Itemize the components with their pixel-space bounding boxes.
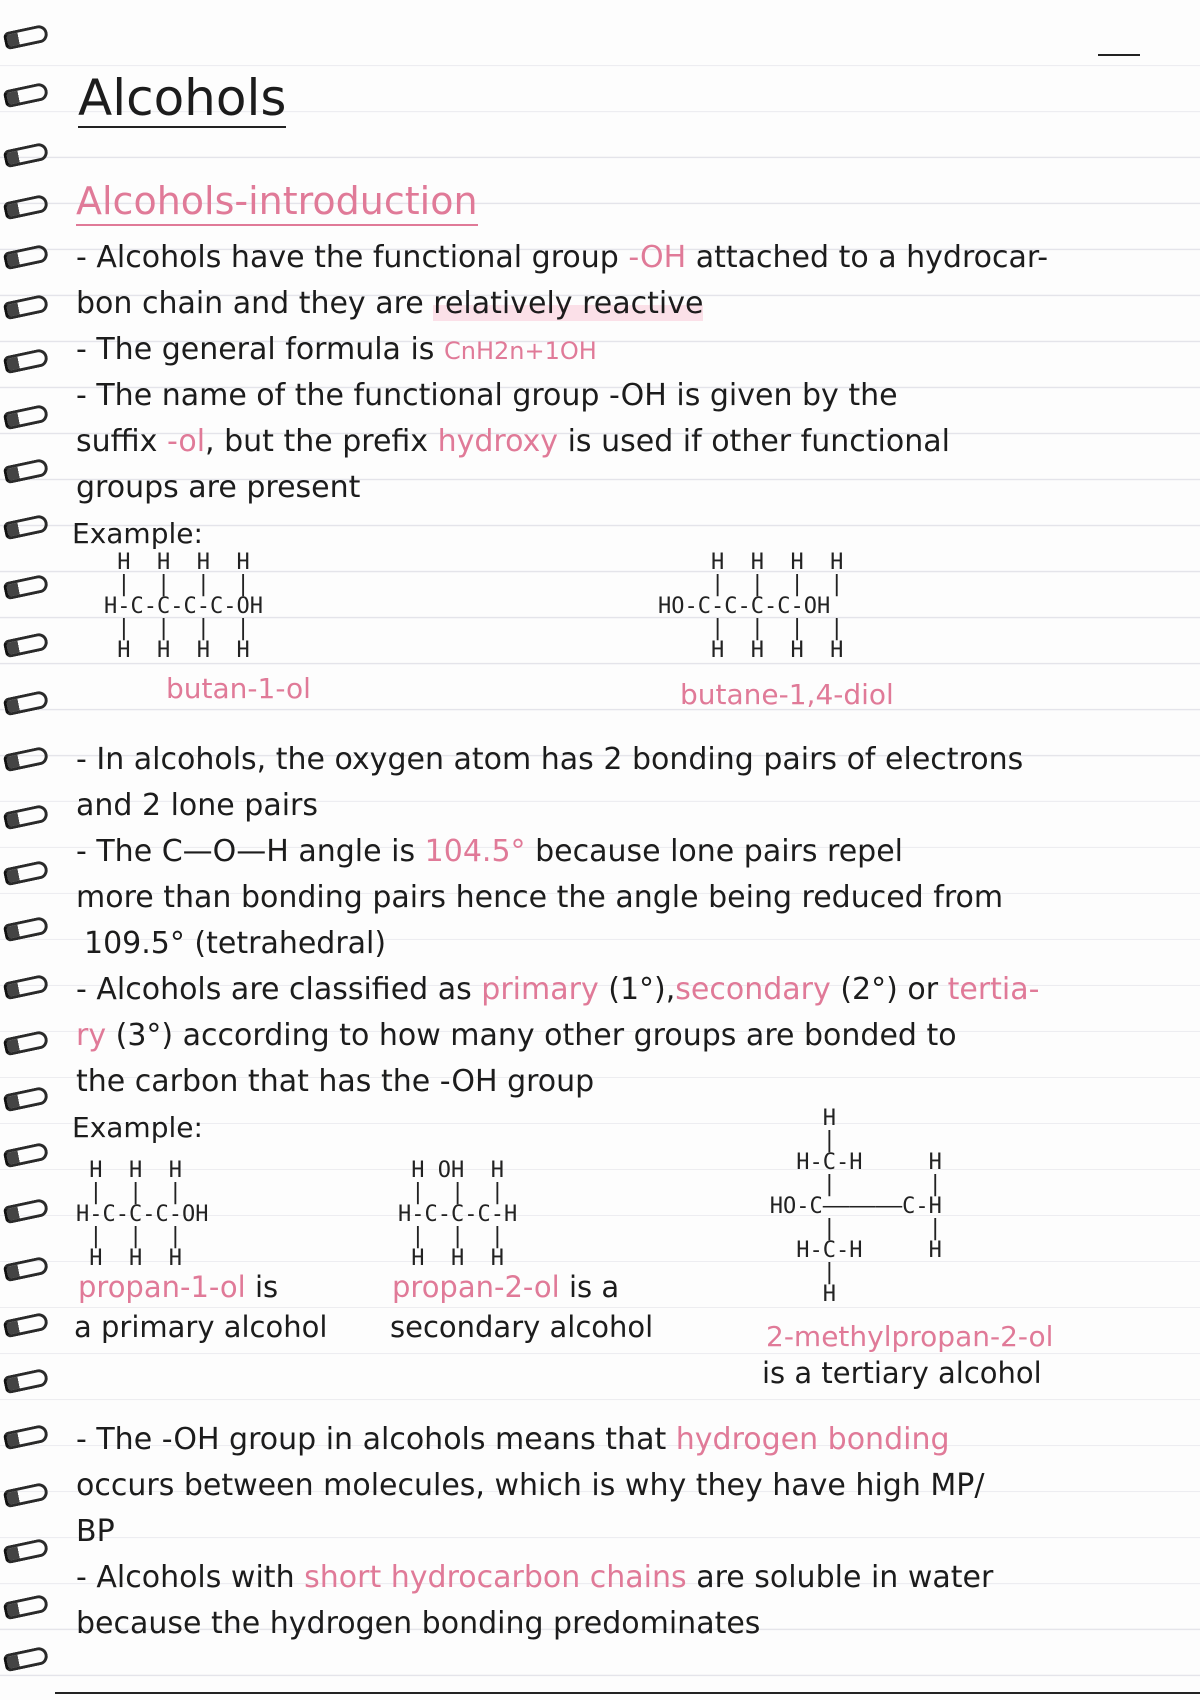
methylpropanol-structure: H | H-C-H H | | HO-C——————C-H | | H-C-H H | H — [769, 1106, 942, 1307]
text-line-7: - In alcohols, the oxygen atom has 2 bonding pairs of electrons — [76, 742, 1024, 777]
propan-1-ol-structure: H H H | | | H-C-C-C-OH | | | H H H — [76, 1158, 209, 1271]
example-label-2: Example: — [72, 1111, 203, 1144]
text-line-6: groups are present — [76, 470, 361, 505]
text-line-14: the carbon that has the -OH group — [76, 1064, 595, 1099]
text-line-10: more than bonding pairs hence the angle being reduced from — [76, 880, 1004, 915]
text-line-2: bon chain and they are relatively reactive — [76, 286, 704, 321]
methylpropanol-name: 2-methylpropan-2-ol — [766, 1320, 1054, 1353]
text-line-11: 109.5° (tetrahedral) — [84, 926, 387, 961]
butanediol-structure: H H H H | | | | HO-C-C-C-C-OH | | | | H H H H — [658, 550, 844, 663]
spiral-binding — [0, 0, 60, 1700]
butanol-structure: H H H H | | | | H-C-C-C-C-OH | | | | H H H H — [104, 550, 263, 663]
page-bottom-rule — [55, 1692, 1200, 1694]
section-heading: Alcohols-introduction — [76, 178, 478, 226]
text-line-3: - The general formula is CnH2n+1OH — [76, 332, 597, 367]
text-line-16: occurs between molecules, which is why they have high MP/ — [76, 1468, 985, 1503]
text-line-5: suffix -ol, but the prefix hydroxy is used if other functional — [76, 424, 950, 459]
text-line-15: - The -OH group in alcohols means that hydrogen bonding — [76, 1422, 950, 1457]
example-label-1: Example: — [72, 517, 203, 550]
text-line-8: and 2 lone pairs — [76, 788, 319, 823]
page-title: Alcohols — [78, 69, 287, 127]
text-line-13: ry (3°) according to how many other groups are bonded to — [76, 1018, 957, 1053]
propan-1-ol-caption-2: a primary alcohol — [74, 1310, 328, 1344]
butanediol-name: butane-1,4-diol — [680, 678, 894, 711]
propan-2-ol-caption-2: secondary alcohol — [390, 1310, 654, 1344]
text-line-18: - Alcohols with short hydrocarbon chains are soluble in water — [76, 1560, 994, 1595]
text-line-1: - Alcohols have the functional group -OH attached to a hydrocar- — [76, 240, 1049, 275]
text-line-4: - The name of the functional group -OH is given by the — [76, 378, 898, 413]
butanol-name: butan-1-ol — [166, 672, 311, 705]
corner-mark — [1098, 54, 1140, 56]
methylpropanol-caption: is a tertiary alcohol — [762, 1356, 1042, 1390]
propan-2-ol-caption-1: propan-2-ol is a — [392, 1270, 620, 1304]
text-line-19: because the hydrogen bonding predominates — [76, 1606, 761, 1641]
text-line-9: - The C—O—H angle is 104.5° because lone pairs repel — [76, 834, 904, 869]
propan-1-ol-caption-1: propan-1-ol is — [78, 1270, 279, 1304]
propan-2-ol-structure: H OH H | | | H-C-C-C-H | | | H H H — [398, 1158, 518, 1271]
text-line-12: - Alcohols are classified as primary (1°),secondary (2°) or tertia- — [76, 972, 1040, 1007]
text-line-17: BP — [76, 1514, 115, 1549]
